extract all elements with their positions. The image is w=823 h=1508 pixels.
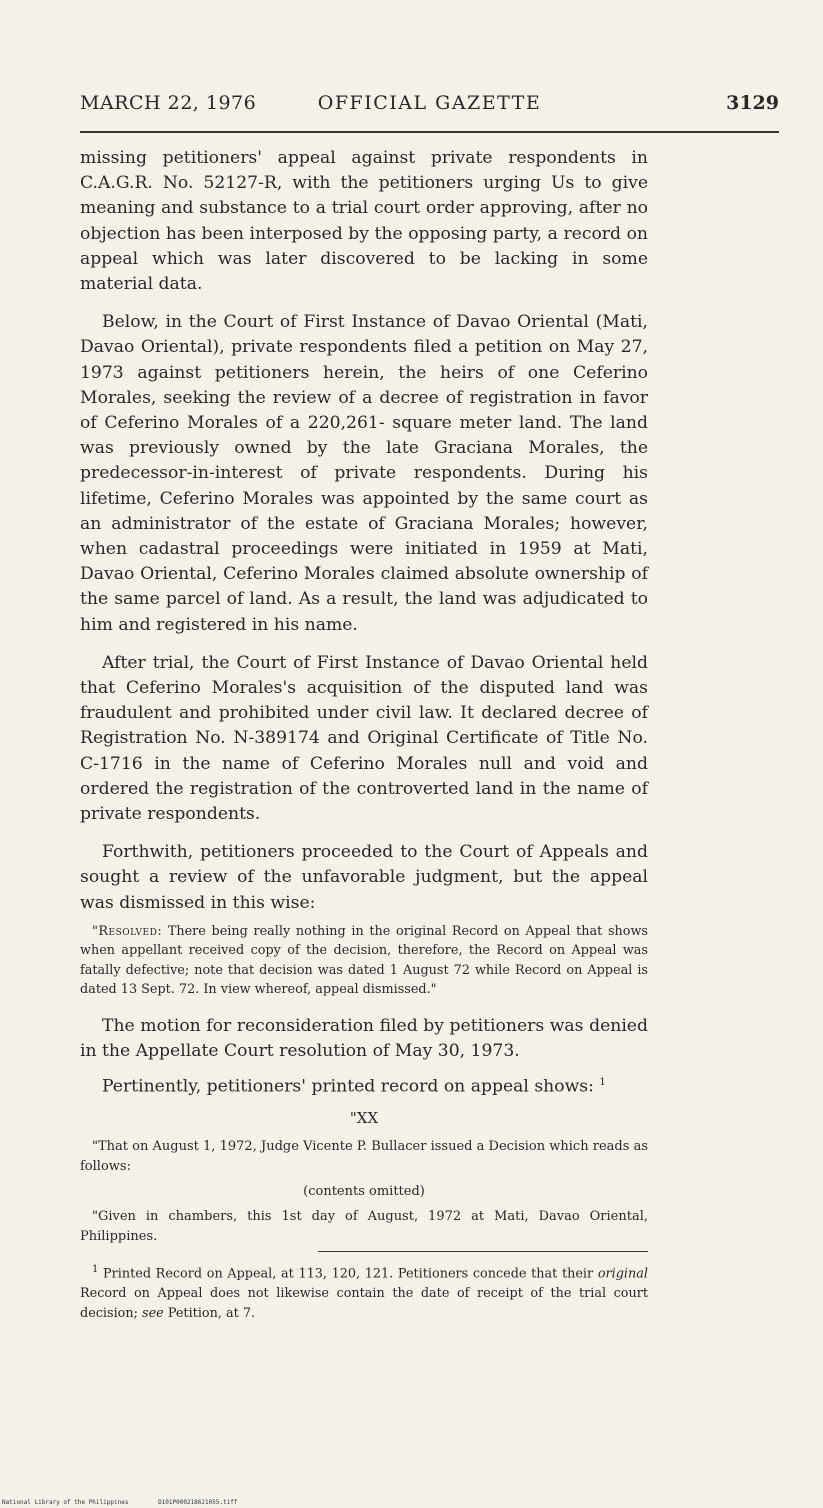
paragraph-continued: missing petitioners' appeal against private respondents in C.A.G.R. No. 52127-R, with the petitioners urging Us to give meaning and substance to a trial court order approving, after no objection has been interposed by the opposing party, a record on appeal which was later discovered to be lacking in some material data. (80, 148, 648, 295)
record-line-given: "Given in chambers, this 1st day of August, 1972 at Mati, Davao Oriental, Philippines. (80, 1208, 648, 1244)
page-header (80, 92, 779, 122)
block-quote-resolution (80, 922, 648, 1000)
header-title: OFFICIAL GAZETTE (317, 92, 542, 114)
quote-text: There being really nothing in the original Record on Appeal that shows when appellant received copy of the decision, therefore, the Record on Appeal was fatally defective; note that decision was dated 1 August 72 while Record on Appeal is dated 13 Sept. 72. In view whereof, appeal dismissed." (80, 923, 648, 998)
footer-library: National Library of the Philippines (2, 1499, 129, 1506)
paragraph-motion: The motion for reconsideration filed by petitioners was denied in the Appellate Court resolution of May 30, 1973. (80, 1015, 648, 1062)
footnote-part2: Record on Appeal does not likewise contain the date of receipt of the trial court decision; (80, 1285, 648, 1321)
header-date: MARCH 22, 1976 (80, 92, 257, 114)
footnote-marker: 1 (92, 1263, 99, 1275)
footnote-ref[interactable]: 1 (599, 1077, 606, 1089)
footnote-rule (318, 1251, 648, 1252)
pertinently-text: Pertinently, petitioners' printed record on appeal shows: (102, 1077, 594, 1098)
header-page-number: 3129 (726, 92, 779, 114)
body-text (80, 146, 648, 1324)
record-line-decision: "That on August 1, 1972, Judge Vicente P. Bullacer issued a Decision which reads as follows: (80, 1139, 648, 1175)
footer-file: D101P000218621055.tiff (158, 1499, 238, 1506)
footnote-italic-original: original (597, 1265, 648, 1281)
footnote-part3: Petition, at 7. (167, 1305, 256, 1321)
header-rule (80, 131, 779, 133)
record-contents-omitted: (contents omitted) (303, 1184, 425, 1200)
paragraph-after-trial: After trial, the Court of First Instance of Davao Oriental held that Ceferino Morales's acquisition of the disputed land was fraudulent and prohibited under civil law. It declared decree of Registration No. N-389174 and Original Certificate of Title No. C-1716 in the name of Ceferino Morales null and void and ordered the registration of the controverted land in the name of private respondents. (80, 652, 648, 825)
footnote-part1: Printed Record on Appeal, at 113, 120, 121. Petitioners concede that their (103, 1265, 594, 1281)
paragraph-forthwith: Forthwith, petitioners proceeded to the Court of Appeals and sought a review of the unfavorable judgment, but the appeal was dismissed in this wise: (80, 842, 648, 913)
footnote-italic-see: see (142, 1305, 164, 1321)
paragraph-pertinently (80, 1070, 648, 1100)
footnote (80, 1260, 648, 1324)
quote-lead: "Resolved: (92, 923, 163, 939)
record-heading: "XX (349, 1109, 379, 1128)
scan-footer (2, 1499, 264, 1506)
paragraph-below: Below, in the Court of First Instance of Davao Oriental (Mati, Davao Oriental), private respondents filed a petition on May 27, 1973 against petitioners herein, the heirs of one Ceferino Morales, seeking the review of a decree of registration in favor of Ceferino Morales of a 220,261- square meter land. The land was previously owned by the late Graciana Morales, the predecessor-in-interest of private respondents. During his lifetime, Ceferino Morales was appointed by the same court as an administrator of the estate of Graciana Morales; however, when cadastral proceedings were initiated in 1959 at Mati, Davao Oriental, Ceferino Morales claimed absolute ownership of the same parcel of land. As a result, the land was adjudicated to him and registered in his name. (80, 312, 648, 635)
